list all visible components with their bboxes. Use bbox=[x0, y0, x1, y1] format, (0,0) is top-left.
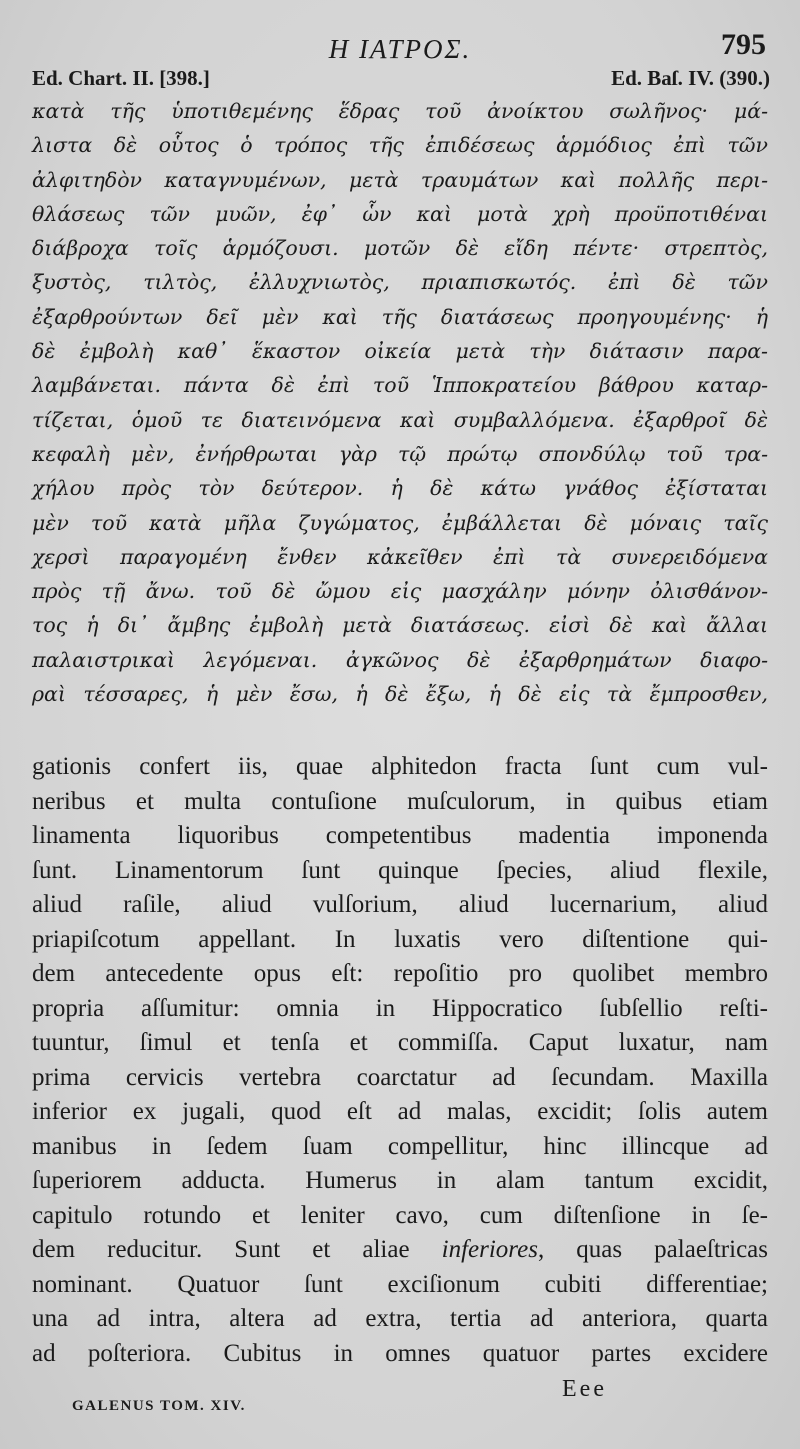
latin-text-line: ſuperiorem adducta. Humerus in alam tantum excidit, bbox=[32, 1167, 768, 1194]
greek-text-line: θλάσεως τῶν μυῶν, ἐφ᾽ ὧν καὶ μοτὰ χρὴ προϋποτιθέναι bbox=[32, 201, 768, 226]
latin-text-line: dem antecedente opus eſt: repoſitio pro quolibet membro bbox=[32, 960, 768, 987]
greek-text-line: ξυστὸς, τιλτὸς, ἐλλυχνιωτὸς, πριαπισκωτός. ἐπὶ δὲ τῶν bbox=[32, 270, 768, 295]
page-number: 795 bbox=[721, 28, 766, 61]
latin-text-line: linamenta liquoribus competentibus madentia imponenda bbox=[32, 822, 768, 849]
latin-text-line: manibus in ſedem ſuam compellitur, hinc illincque ad bbox=[32, 1132, 768, 1160]
greek-text-line: πρὸς τῇ ἄνω. τοῦ δὲ ὤμου εἰς μασχάλην μόνην ὀλισθάνον- bbox=[32, 579, 768, 604]
latin-text-line: dem reducitur. Sunt et aliae inferiores, quas palaeſtricas bbox=[32, 1236, 768, 1263]
greek-text-line: ἐξαρθρούντων δεῖ μὲν καὶ τῆς διατάσεως προηγουμένης· ἡ bbox=[32, 304, 768, 329]
latin-text-line: gationis confert iis, quae alphitedon fracta ſunt cum vul- bbox=[32, 753, 768, 780]
greek-text-line: παλαιστρικαὶ λεγόμεναι. ἀγκῶνος δὲ ἐξαρθρημάτων διαφο- bbox=[32, 647, 768, 672]
latin-text-line: aliud raſile, aliud vulſorium, aliud lucernarium, aliud bbox=[32, 891, 768, 918]
greek-text-line: χήλου πρὸς τὸν δεύτερον. ἡ δὲ κάτω γνάθος ἐξίσταται bbox=[32, 476, 768, 501]
edition-reference-right: Ed. Baſ. IV. (390.) bbox=[611, 66, 770, 90]
latin-text-line: nominant. Quatuor ſunt exciſionum cubiti differentiae; bbox=[32, 1270, 768, 1298]
greek-text-line: ἀλφιτηδὸν καταγνυμένων, μετὰ τραυμάτων καὶ πολλῆς περι- bbox=[32, 167, 768, 192]
greek-text-block bbox=[32, 94, 768, 711]
running-title: Η ΙΑΤΡΟΣ. bbox=[328, 34, 472, 64]
greek-text-line: λιστα δὲ οὗτος ὁ τρόπος τῆς ἐπιδέσεως ἁρμόδιος ἐπὶ τῶν bbox=[32, 133, 768, 158]
latin-text-line: priapiſcotum appellant. In luxatis vero diſtentione qui- bbox=[32, 925, 768, 953]
printer-signature: Eee bbox=[562, 1376, 607, 1402]
running-head bbox=[0, 28, 800, 68]
greek-text-line: δὲ ἐμβολὴ καθ᾽ ἕκαστον οἰκεία μετὰ τὴν διάτασιν παρα- bbox=[32, 339, 768, 364]
latin-text-line: ad poſteriora. Cubitus in omnes quatuor partes excidere bbox=[32, 1339, 768, 1367]
latin-text-line: tuuntur, ſimul et tenſa et commiſſa. Caput luxatur, nam bbox=[32, 1029, 768, 1056]
greek-text-line: τος ἡ δι᾽ ἄμβης ἐμβολὴ μετὰ διατάσεως. εἰσὶ δὲ καὶ ἄλλαι bbox=[32, 613, 768, 638]
greek-text-line: διάβροχα τοῖς ἁρμόζουσι. μοτῶν δὲ εἴδη πέντε· στρεπτὸς, bbox=[32, 236, 768, 261]
edition-reference-left: Ed. Chart. II. [398.] bbox=[32, 66, 210, 90]
volume-footer: GALENUS TOM. XIV. bbox=[72, 1398, 246, 1414]
latin-text-line: prima cervicis vertebra coarctatur ad ſecundam. Maxilla bbox=[32, 1063, 768, 1091]
latin-text-block bbox=[32, 750, 768, 1371]
greek-text-line: ραὶ τέσσαρες, ἡ μὲν ἔσω, ἡ δὲ ἔξω, ἡ δὲ εἰς τὰ ἔμπροσθεν, bbox=[32, 682, 768, 707]
greek-text-line: κεφαλὴ μὲν, ἐνήρθρωται γὰρ τῷ πρώτῳ σπονδύλῳ τοῦ τρα- bbox=[32, 441, 768, 466]
latin-text-line: inferior ex jugali, quod eſt ad malas, excidit; ſolis autem bbox=[32, 1098, 768, 1125]
greek-text-line: μὲν τοῦ κατὰ μῆλα ζυγώματος, ἐμβάλλεται δὲ μόναις ταῖς bbox=[32, 510, 768, 535]
greek-text-line: κατὰ τῆς ὑποτιθεμένης ἕδρας τοῦ ἀνοίκτου σωλῆνος· μά- bbox=[32, 99, 768, 123]
latin-text-line: propria aſſumitur: omnia in Hippocratico ſubſellio reſti- bbox=[32, 994, 768, 1022]
latin-text-line: ſunt. Linamentorum ſunt quinque ſpecies, aliud flexile, bbox=[32, 856, 768, 884]
latin-text-line: una ad intra, altera ad extra, tertia ad anteriora, quarta bbox=[32, 1305, 768, 1332]
latin-text-line: capitulo rotundo et leniter cavo, cum diſtenſione in ſe- bbox=[32, 1201, 768, 1229]
latin-text-line: neribus et multa contuſione muſculorum, in quibus etiam bbox=[32, 787, 768, 815]
greek-text-line: λαμβάνεται. πάντα δὲ ἐπὶ τοῦ Ἱπποκρατείου βάθρου καταρ- bbox=[32, 373, 768, 398]
greek-text-line: χερσὶ παραγομένη ἔνθεν κἀκεῖθεν ἐπὶ τὰ συνερειδόμενα bbox=[32, 544, 768, 569]
greek-text-line: τίζεται, ὁμοῦ τε διατεινόμενα καὶ συμβαλλόμενα. ἐξαρθροῖ δὲ bbox=[32, 407, 768, 432]
